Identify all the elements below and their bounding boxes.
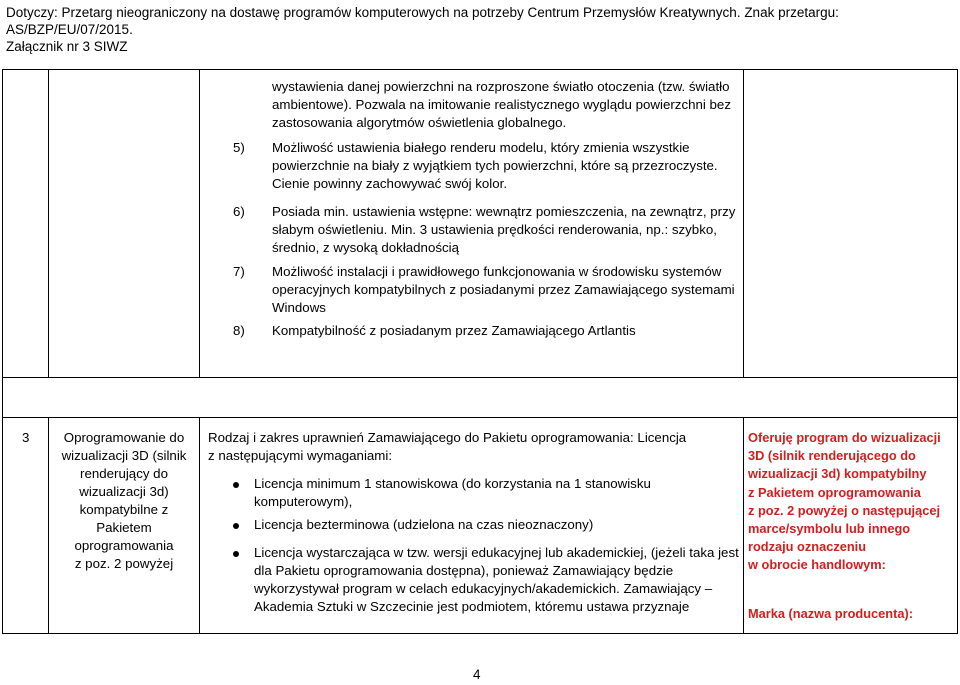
table-row-divider-2 — [2, 417, 958, 418]
table-border-top — [2, 69, 958, 70]
row2-para-1: wystawienia danej powierzchni na rozproszone światło otoczenia (tzw. światło ambientowe). Pozwala na imitowanie realistycznego wyglądu powierzchni bez zastosowania algorytmów oświetlenia globalnego. — [272, 79, 731, 130]
item-7-number: 7) — [233, 264, 245, 279]
document-header — [6, 4, 960, 55]
item-5-text: Możliwość ustawienia białego renderu modelu, który zmienia wszystkie powierzchnie na biały z wyjątkiem tych powierzchni, które są przezroczyste. Cienie powinny zachowywać swój kolor. — [272, 140, 718, 191]
item-8-text: Kompatybilność z posiadanym przez Zamawiającego Artlantis — [272, 323, 636, 338]
item-6-number: 6) — [233, 204, 245, 219]
row3-intro: Rodzaj i zakres uprawnień Zamawiającego do Pakietu oprogramowania: Licencja z następującymi wymaganiami: — [208, 430, 687, 463]
bullet-3 — [233, 551, 239, 557]
item-8-number: 8) — [233, 323, 245, 338]
table-border-left — [2, 69, 3, 634]
table-col-3-upper — [743, 69, 744, 377]
bullet-1 — [233, 482, 239, 488]
header-line-1: Dotyczy: Przetarg nieograniczony na dostawę programów komputerowych na potrzeby Centrum Przemysłów Kreatywnych. Znak przetargu: AS/BZP/EU/07/2015. — [6, 5, 839, 37]
table-col-1-upper — [48, 69, 49, 377]
header-line-2: Załącznik nr 3 SIWZ — [6, 39, 128, 54]
page-number: 4 — [473, 667, 481, 682]
bullet-2-text: Licencja bezterminowa (udzielona na czas nieoznaczony) — [254, 517, 594, 532]
row3-item-name: Oprogramowanie do wizualizacji 3D (silnik renderujący do wizualizacji 3d) kompatybilne z Pakietem oprogramowania z poz. 2 powyżej — [61, 430, 187, 571]
item-7-text: Możliwość instalacji i prawidłowego funkcjonowania w środowisku systemów operacyjnych kompatybilnych z posiadanymi przez Zamawiającego systemami Windows — [272, 264, 735, 315]
bullet-2 — [233, 523, 239, 529]
table-border-bottom — [2, 633, 958, 634]
brand-label: Marka (nazwa producenta): — [748, 606, 913, 621]
table-col-1-lower — [48, 417, 49, 634]
table-col-3-lower — [743, 417, 744, 634]
table-border-right — [957, 69, 958, 634]
table-col-2-upper — [199, 69, 200, 377]
bullet-1-text: Licencja minimum 1 stanowiskowa (do korzystania na 1 stanowisku komputerowym), — [254, 476, 651, 509]
item-5-number: 5) — [233, 140, 245, 155]
offer-statement: Oferuję program do wizualizacji 3D (silnik renderującego do wizualizacji 3d) kompatybilny z Pakietem oprogramowania z poz. 2 powyżej o następującej marce/symbolu lub innego rodzaju oznaczeniu w obrocie handlowym: — [748, 430, 941, 573]
table-row-divider-1 — [2, 377, 958, 378]
row3-number: 3 — [22, 430, 30, 445]
item-6-text: Posiada min. ustawienia wstępne: wewnątrz pomieszczenia, na zewnątrz, przy słabym oświetleniu. Min. 3 ustawienia prędkości renderowania, np.: szybko, średnio, z wysoką dokładnością — [272, 204, 736, 255]
bullet-3-text: Licencja wystarczająca w tzw. wersji edukacyjnej lub akademickiej, (jeżeli taka jest dla Pakietu oprogramowania dostępna), ponieważ Zamawiający będzie wykorzystywał program w celach edukacyjnych/akademickich. Zamawiający – Akademia Sztuki w Szczecinie jest podmiotem, któremu ustawa przyznaje — [254, 545, 739, 614]
table-col-2-lower — [199, 417, 200, 634]
